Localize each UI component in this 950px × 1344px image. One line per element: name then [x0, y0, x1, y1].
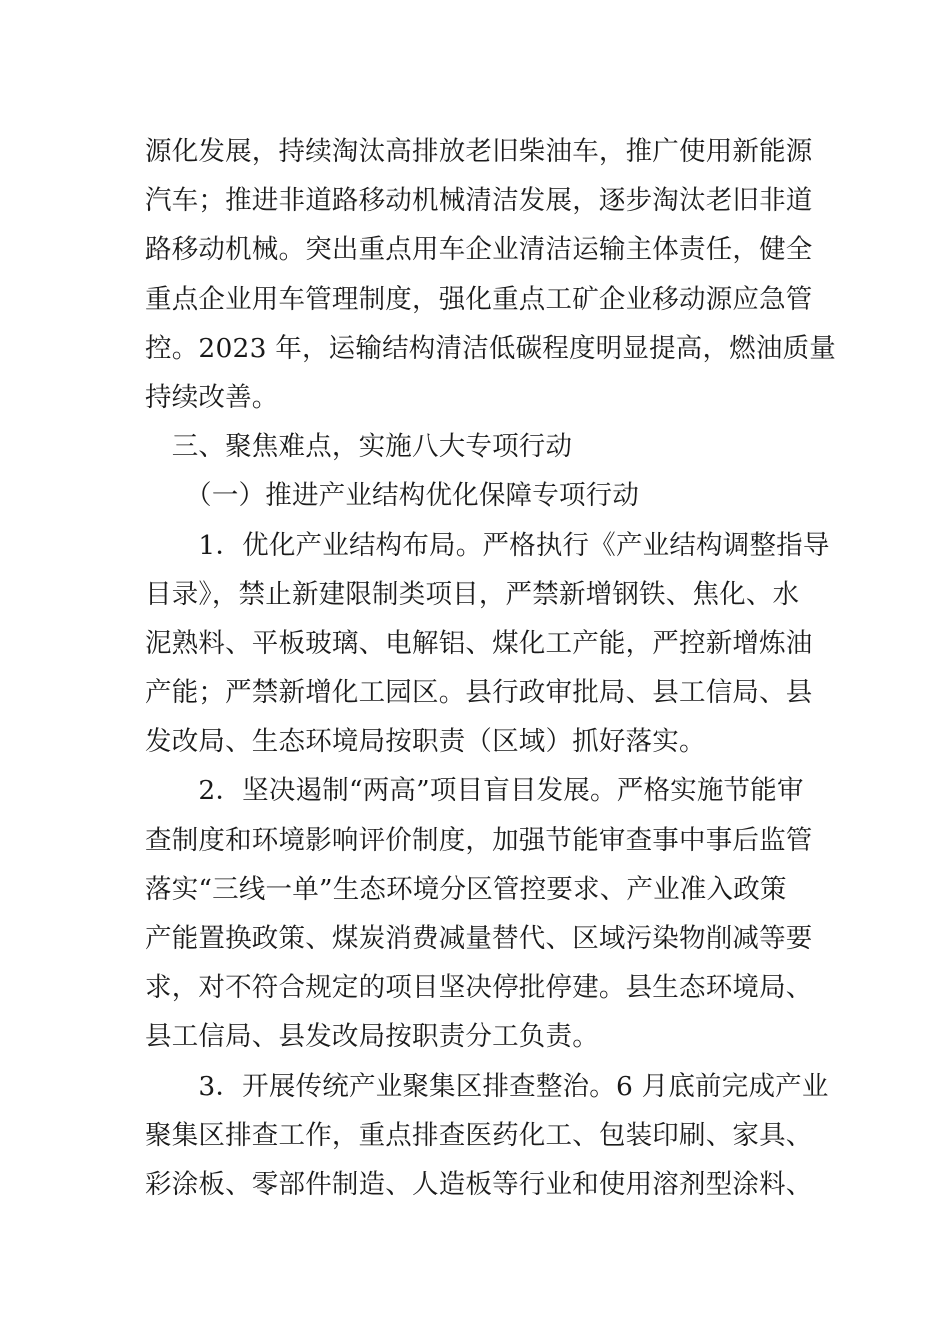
text-line: 彩涂板、零部件制造、人造板等行业和使用溶剂型涂料、: [145, 1168, 813, 1200]
text-line: 持续改善。: [145, 381, 279, 413]
text-line: 泥熟料、平板玻璃、电解铝、煤化工产能，严控新增炼油: [145, 627, 813, 659]
subsection-heading: （一）推进产业结构优化保障专项行动: [145, 480, 640, 512]
text-line: 目录》，禁止新建限制类项目，严禁新增钢铁、焦化、水: [145, 578, 800, 610]
text-line: 2．坚决遏制“两高”项目盲目发展。严格实施节能审: [145, 775, 804, 807]
text-line: 源化发展，持续淘汰高排放老旧柴油车，推广使用新能源: [145, 136, 813, 167]
text-line: 产能；严禁新增化工园区。县行政审批局、县工信局、县: [145, 677, 813, 709]
text-line: 重点企业用车管理制度，强化重点工矿企业移动源应急管: [145, 283, 813, 315]
text-line: 路移动机械。突出重点用车企业清洁运输主体责任，健全: [145, 234, 813, 266]
text-line: 汽车；推进非道路移动机械清洁发展，逐步淘汰老旧非道: [145, 185, 813, 217]
text-line: 控。2023 年，运输结构清洁低碳程度明显提高，燃油质量: [145, 332, 836, 364]
text-line: 县工信局、县发改局按职责分工负责。: [145, 1021, 599, 1053]
text-line: 3．开展传统产业聚集区排查整治。6 月底前完成产业: [145, 1070, 829, 1102]
document-body: [145, 127, 836, 1209]
text-line: 聚集区排查工作，重点排查医药化工、包装印刷、家具、: [145, 1119, 813, 1151]
text-line: 求，对不符合规定的项目坚决停批停建。县生态环境局、: [145, 972, 813, 1004]
text-line: 产能置换政策、煤炭消费减量替代、区域污染物削减等要: [145, 923, 813, 954]
text-line: 1．优化产业结构布局。严格执行《产业结构调整指导: [145, 529, 830, 561]
text-line: 发改局、生态环境局按职责（区域）抓好落实。: [145, 726, 706, 758]
text-line: 查制度和环境影响评价制度，加强节能审查事中事后监管: [145, 824, 813, 856]
text-line: 落实“三线一单”生态环境分区管控要求、产业准入政策: [145, 873, 787, 905]
section-heading: 三、聚焦难点，实施八大专项行动: [145, 431, 573, 463]
